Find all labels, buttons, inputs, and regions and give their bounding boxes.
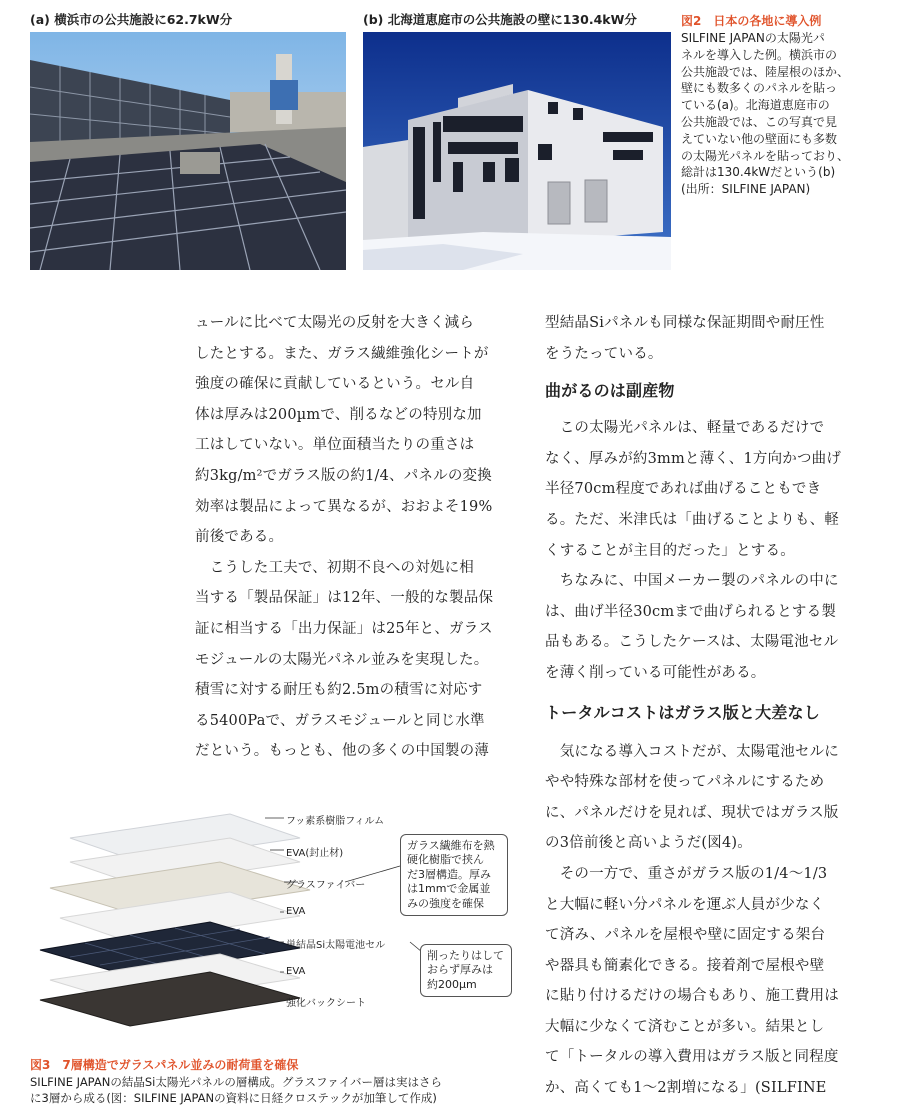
figure2-caption-line: SILFINE JAPANの太陽光パ — [681, 31, 825, 45]
layer-label-eva-encapsulant: EVA(封止材) — [286, 848, 344, 859]
body-line: だという。もっとも、他の多くの中国製の薄 — [195, 743, 489, 760]
body-line: 半径70cm程度であれば曲げることもでき — [545, 481, 822, 498]
body-line: なく、厚みが約3mmと薄く、1方向かつ曲げ — [545, 450, 842, 467]
callout-line: 約200µm — [427, 977, 477, 991]
figure2-caption-line: ている(a)。北海道恵庭市の — [681, 98, 830, 113]
body-line: モジュールの太陽光パネル並みを実現した。 — [195, 651, 489, 668]
layer-label-eva: EVA — [286, 966, 306, 977]
body-line: 積雪に対する耐圧も約2.5mの積雪に対応す — [195, 682, 483, 699]
section-heading-bending: 曲がるのは副産物 — [545, 381, 675, 401]
body-line: に、パネルだけを見れば、現状ではガラス版 — [545, 804, 839, 821]
body-line: に貼り付けるだけの場合もあり、施工費用は — [545, 988, 839, 1005]
body-line: をうたっている。 — [545, 345, 663, 362]
body-line: 型結晶Siパネルも同様な保証期間や耐圧性 — [545, 315, 825, 331]
body-line: 前後である。 — [195, 529, 284, 546]
figure3-caption-line: に3層から成る(図：SILFINE JAPANの資料に日経クロステックが加筆して作成) — [30, 1091, 437, 1105]
figure2-caption-line: の太陽光パネルを貼っており、 — [681, 148, 850, 163]
body-line: この太陽光パネルは、軽量であるだけで — [545, 420, 825, 437]
body-line: は、曲げ半径30cmまで曲げられるとする製 — [545, 603, 837, 620]
body-line: 品もある。こうしたケースは、太陽電池セル — [545, 634, 839, 651]
body-line: ュールに比べて太陽光の反射を大きく減ら — [195, 315, 475, 331]
body-line: その一方で、重さがガラス版の1/4～1/3 — [545, 865, 828, 882]
figure2-caption-line: えていない他の壁面にも多数 — [681, 131, 838, 146]
callout-si-cells — [420, 944, 512, 997]
figure2-caption-line: (出所：SILFINE JAPAN) — [681, 182, 811, 197]
body-line: か、高くても1～2割増になる」(SILFINE — [545, 1080, 827, 1097]
body-line: 効率は製品によって異なるが、おおよそ19% — [195, 498, 493, 515]
body-line: ちなみに、中国メーカー製のパネルの中に — [545, 573, 839, 590]
body-line: やや特殊な部材を使ってパネルにするため — [545, 774, 825, 791]
body-line: くすることが主目的だった」とする。 — [545, 542, 795, 559]
left-text-column — [195, 308, 493, 767]
callout-line: 硬化樹脂で挟ん — [407, 853, 484, 867]
figure3-caption-line: SILFINE JAPANの結晶Si太陽光パネルの層構成。グラスファイバー層は実はさら — [30, 1075, 443, 1089]
layer-label-backsheet: 強化バックシート — [286, 998, 366, 1009]
body-line: を薄く削っている可能性がある。 — [545, 664, 766, 681]
figure2-caption-line: ネルを導入した例。横浜市の — [681, 47, 838, 62]
body-line: て「トータルの導入費用はガラス版と同程度 — [545, 1049, 839, 1066]
body-line: る5400Paで、ガラスモジュールと同じ水準 — [195, 712, 485, 729]
body-line: 気になる導入コストだが、太陽電池セルに — [545, 743, 839, 760]
body-line: 大幅に少なくて済むことが多い。結果とし — [545, 1018, 825, 1035]
callout-line: おらず厚みは — [427, 963, 493, 977]
callout-glass-fiber — [400, 834, 508, 916]
callout-line: ガラス繊維布を熱 — [407, 839, 495, 852]
photo-yokohama-rooftop-panels — [30, 32, 346, 270]
callout-line: は1mmで金属並 — [407, 882, 491, 896]
photo-a-caption: (a) 横浜市の公共施設に62.7kW分 — [30, 12, 233, 27]
figure2-caption — [681, 30, 849, 198]
body-line: 約3kg/m²でガラス版の約1/4、パネルの変換 — [195, 467, 492, 484]
body-line: 当する「製品保証」は12年、一般的な製品保 — [195, 590, 494, 607]
figure2-caption-line: 総計は130.4kWだという(b) — [681, 165, 836, 180]
layer-label-glass-fiber: グラスファイバー — [286, 880, 366, 891]
figure2-caption-line: 公共施設では、陸屋根のほか、 — [681, 64, 850, 79]
figure2-caption-line: 公共施設では、この写真で見 — [681, 114, 838, 129]
body-line: て済み、パネルを屋根や壁に固定する架台 — [545, 927, 826, 944]
layer-label-si-cells: 単結晶Si太陽電池セル — [286, 940, 386, 951]
body-line: 工はしていない。単位面積当たりの重さは — [195, 437, 475, 454]
layer-label-eva: EVA — [286, 906, 306, 917]
photo-b-caption: (b) 北海道恵庭市の公共施設の壁に130.4kW分 — [363, 12, 637, 27]
right-text-column — [545, 308, 841, 1104]
body-line: こうした工夫で、初期不良への対処に相 — [195, 559, 475, 576]
callout-line: だ3層構造。厚み — [407, 867, 491, 881]
layer-label-fluoro-film: フッ素系樹脂フィルム — [286, 816, 385, 827]
rooftop-panels-image — [30, 32, 346, 270]
figure3-caption — [30, 1074, 442, 1106]
section-heading-total-cost: トータルコストはガラス版と大差なし — [545, 702, 820, 722]
body-line: と大幅に軽い分パネルを運ぶ人員が少なく — [545, 896, 825, 913]
callout-line: みの強度を確保 — [407, 896, 484, 910]
body-line: や器具も簡素化できる。接着剤で屋根や壁 — [545, 957, 825, 974]
body-line: の3倍前後と高いようだ(図4)。 — [545, 835, 752, 852]
figure2-caption-line: 壁にも数多くのパネルを貼っ — [681, 81, 838, 96]
body-line: 体は厚みは200µmで、削るなどの特別な加 — [195, 406, 482, 423]
callout-line: 削ったりはして — [427, 949, 504, 962]
figure2-title: 図2 日本の各地に導入例 — [681, 14, 822, 28]
body-line: 証に相当する「出力保証」は25年と、ガラス — [195, 620, 493, 637]
photo-eniwa-building — [363, 32, 671, 270]
figure3-title: 図3 7層構造でガラスパネル並みの耐荷重を確保 — [30, 1058, 299, 1072]
body-line: る。ただ、米津氏は「曲げることよりも、軽 — [545, 511, 839, 528]
building-wall-panels-image — [363, 32, 671, 270]
body-line: 強度の確保に貢献しているという。セル自 — [195, 376, 475, 393]
body-line: したとする。また、ガラス繊維強化シートが — [195, 345, 489, 362]
